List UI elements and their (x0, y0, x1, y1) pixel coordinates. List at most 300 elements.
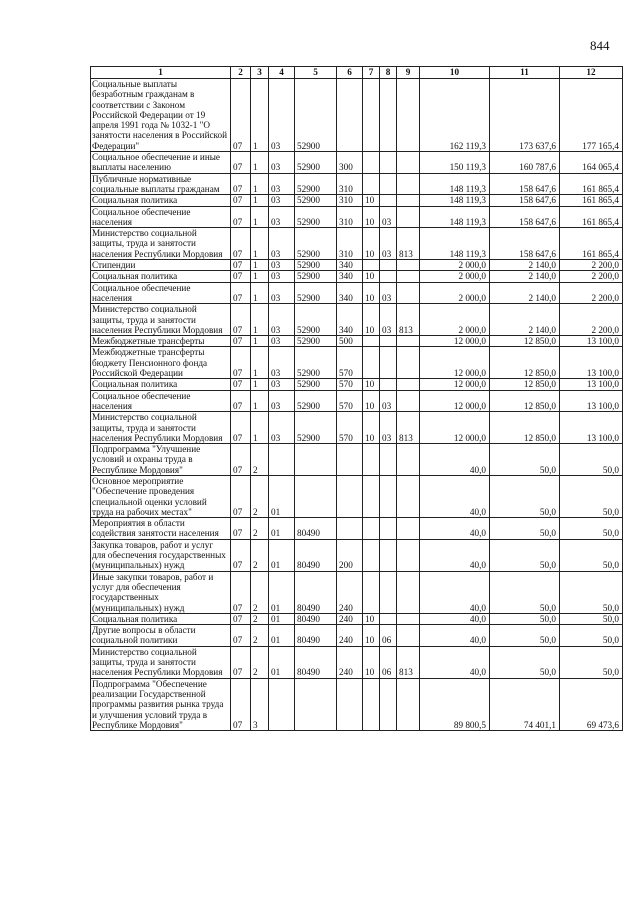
row-name: Социальная политика (91, 271, 231, 282)
row-name: Социальное обеспечение и иные выплаты населению (91, 152, 231, 174)
direction-code: 52900 (295, 206, 337, 228)
amount-3: 161 865,4 (560, 195, 623, 206)
amount-3: 50,0 (560, 571, 623, 613)
col-header-event: 4 (269, 67, 295, 79)
table-row (91, 390, 623, 412)
expense-type-code (337, 444, 363, 476)
event-code: 03 (269, 336, 295, 347)
subprogram-code: 1 (251, 260, 269, 271)
subsection-code (380, 518, 397, 540)
subprogram-code: 2 (251, 518, 269, 540)
subsection-code (380, 79, 397, 152)
subsection-code (380, 475, 397, 517)
event-code: 03 (269, 282, 295, 304)
subprogram-code: 1 (251, 228, 269, 260)
direction-code: 52900 (295, 195, 337, 206)
section-code: 10 (363, 271, 380, 282)
direction-code: 52900 (295, 152, 337, 174)
amount-3: 50,0 (560, 475, 623, 517)
subsection-code: 03 (380, 390, 397, 412)
subsection-code (380, 173, 397, 195)
direction-code: 52900 (295, 304, 337, 336)
direction-code: 80490 (295, 613, 337, 624)
amount-2: 160 787,6 (490, 152, 560, 174)
administrator-code: 813 (397, 412, 420, 444)
program-code: 07 (231, 412, 251, 444)
amount-1: 2 000,0 (420, 260, 490, 271)
subprogram-code: 2 (251, 613, 269, 624)
amount-3: 50,0 (560, 613, 623, 624)
section-code (363, 678, 380, 730)
amount-3: 2 200,0 (560, 260, 623, 271)
expense-type-code: 240 (337, 646, 363, 678)
expense-type-code: 300 (337, 152, 363, 174)
direction-code: 80490 (295, 539, 337, 571)
event-code: 03 (269, 390, 295, 412)
expense-type-code (337, 678, 363, 730)
event-code: 03 (269, 304, 295, 336)
amount-2: 2 140,0 (490, 271, 560, 282)
direction-code (295, 678, 337, 730)
program-code: 07 (231, 173, 251, 195)
subsection-code (380, 571, 397, 613)
direction-code: 52900 (295, 390, 337, 412)
amount-1: 40,0 (420, 475, 490, 517)
direction-code: 52900 (295, 79, 337, 152)
col-header-expense-type: 6 (337, 67, 363, 79)
amount-1: 12 000,0 (420, 390, 490, 412)
subsection-code: 03 (380, 282, 397, 304)
amount-3: 13 100,0 (560, 379, 623, 390)
subprogram-code: 1 (251, 304, 269, 336)
expense-type-code: 310 (337, 173, 363, 195)
table-row (91, 336, 623, 347)
administrator-code (397, 613, 420, 624)
program-code: 07 (231, 625, 251, 647)
amount-1: 12 000,0 (420, 379, 490, 390)
section-code (363, 79, 380, 152)
program-code: 07 (231, 336, 251, 347)
amount-1: 40,0 (420, 613, 490, 624)
expense-type-code: 570 (337, 390, 363, 412)
col-header-amount-1: 10 (420, 67, 490, 79)
row-name: Социальное обеспечение населения (91, 206, 231, 228)
administrator-code (397, 79, 420, 152)
amount-2: 50,0 (490, 571, 560, 613)
amount-1: 148 119,3 (420, 228, 490, 260)
subprogram-code: 1 (251, 195, 269, 206)
amount-3: 2 200,0 (560, 282, 623, 304)
subsection-code (380, 195, 397, 206)
event-code: 01 (269, 613, 295, 624)
table-row (91, 173, 623, 195)
amount-3: 69 473,6 (560, 678, 623, 730)
table-row (91, 625, 623, 647)
program-code: 07 (231, 678, 251, 730)
amount-2: 12 850,0 (490, 379, 560, 390)
table-row (91, 678, 623, 730)
amount-2: 12 850,0 (490, 390, 560, 412)
row-name: Министерство социальной защиты, труда и занятости населения Республики Мордовия (91, 304, 231, 336)
section-code (363, 260, 380, 271)
col-header-section: 7 (363, 67, 380, 79)
administrator-code (397, 282, 420, 304)
program-code: 07 (231, 390, 251, 412)
col-header-name: 1 (91, 67, 231, 79)
expense-type-code: 240 (337, 613, 363, 624)
expense-type-code: 340 (337, 304, 363, 336)
col-header-amount-3: 12 (560, 67, 623, 79)
subprogram-code: 1 (251, 347, 269, 379)
row-name: Мероприятия в области содействия занятости населения (91, 518, 231, 540)
subprogram-code: 1 (251, 379, 269, 390)
administrator-code (397, 390, 420, 412)
direction-code: 52900 (295, 347, 337, 379)
amount-1: 40,0 (420, 646, 490, 678)
event-code: 03 (269, 347, 295, 379)
subsection-code (380, 678, 397, 730)
subsection-code: 03 (380, 304, 397, 336)
page-number: 844 (590, 38, 610, 53)
amount-3: 164 065,4 (560, 152, 623, 174)
section-code (363, 152, 380, 174)
direction-code: 52900 (295, 173, 337, 195)
amount-1: 12 000,0 (420, 412, 490, 444)
amount-1: 2 000,0 (420, 271, 490, 282)
table-row (91, 271, 623, 282)
subprogram-code: 3 (251, 678, 269, 730)
program-code: 07 (231, 304, 251, 336)
expense-type-code: 310 (337, 206, 363, 228)
event-code: 01 (269, 475, 295, 517)
subsection-code (380, 347, 397, 379)
amount-2: 173 637,6 (490, 79, 560, 152)
row-name: Межбюджетные трансферты бюджету Пенсионного фонда Российской Федерации (91, 347, 231, 379)
direction-code: 52900 (295, 271, 337, 282)
direction-code: 80490 (295, 518, 337, 540)
row-name: Социальная политика (91, 195, 231, 206)
amount-2: 50,0 (490, 475, 560, 517)
section-code: 10 (363, 390, 380, 412)
row-name: Подпрограмма "Обеспечение реализации Государственной программы развития рынка труда и улучшения условий труда в Республике Мордовия" (91, 678, 231, 730)
subprogram-code: 1 (251, 206, 269, 228)
administrator-code (397, 152, 420, 174)
amount-1: 12 000,0 (420, 336, 490, 347)
amount-2: 2 140,0 (490, 260, 560, 271)
program-code: 07 (231, 271, 251, 282)
subprogram-code: 1 (251, 79, 269, 152)
program-code: 07 (231, 79, 251, 152)
administrator-code (397, 444, 420, 476)
amount-3: 177 165,4 (560, 79, 623, 152)
col-header-subprogram: 3 (251, 67, 269, 79)
amount-2: 158 647,6 (490, 206, 560, 228)
table-row (91, 613, 623, 624)
row-name: Социальная политика (91, 613, 231, 624)
table-body (91, 79, 623, 731)
amount-1: 162 119,3 (420, 79, 490, 152)
amount-3: 161 865,4 (560, 173, 623, 195)
subsection-code (380, 260, 397, 271)
table-row (91, 412, 623, 444)
event-code (269, 678, 295, 730)
expense-type-code: 340 (337, 282, 363, 304)
amount-3: 13 100,0 (560, 412, 623, 444)
section-code: 10 (363, 282, 380, 304)
expense-type-code: 570 (337, 379, 363, 390)
section-code: 10 (363, 412, 380, 444)
administrator-code (397, 475, 420, 517)
expense-type-code: 310 (337, 195, 363, 206)
subsection-code: 03 (380, 206, 397, 228)
expense-type-code: 570 (337, 347, 363, 379)
table-row (91, 444, 623, 476)
amount-2: 50,0 (490, 444, 560, 476)
row-name: Межбюджетные трансферты (91, 336, 231, 347)
row-name: Другие вопросы в области социальной политики (91, 625, 231, 647)
subprogram-code: 1 (251, 282, 269, 304)
direction-code: 52900 (295, 336, 337, 347)
amount-1: 89 800,5 (420, 678, 490, 730)
section-code: 10 (363, 646, 380, 678)
amount-1: 40,0 (420, 518, 490, 540)
col-header-subsection: 8 (380, 67, 397, 79)
row-name: Стипендии (91, 260, 231, 271)
section-code: 10 (363, 304, 380, 336)
expense-type-code (337, 475, 363, 517)
direction-code (295, 444, 337, 476)
program-code: 07 (231, 195, 251, 206)
event-code: 01 (269, 571, 295, 613)
row-name: Министерство социальной защиты, труда и занятости населения Республики Мордовия (91, 228, 231, 260)
amount-2: 158 647,6 (490, 228, 560, 260)
program-code: 07 (231, 539, 251, 571)
row-name: Министерство социальной защиты, труда и занятости населения Республики Мордовия (91, 412, 231, 444)
direction-code: 52900 (295, 260, 337, 271)
table-row (91, 571, 623, 613)
program-code: 07 (231, 347, 251, 379)
section-code (363, 347, 380, 379)
administrator-code (397, 678, 420, 730)
event-code: 01 (269, 539, 295, 571)
table-row (91, 304, 623, 336)
direction-code: 80490 (295, 625, 337, 647)
direction-code (295, 475, 337, 517)
table-row (91, 195, 623, 206)
expense-type-code: 570 (337, 412, 363, 444)
expense-type-code: 240 (337, 625, 363, 647)
row-name: Социальная политика (91, 379, 231, 390)
amount-3: 13 100,0 (560, 347, 623, 379)
administrator-code (397, 260, 420, 271)
table-row (91, 539, 623, 571)
amount-2: 50,0 (490, 518, 560, 540)
subsection-code (380, 271, 397, 282)
amount-3: 2 200,0 (560, 271, 623, 282)
event-code: 01 (269, 646, 295, 678)
amount-1: 40,0 (420, 625, 490, 647)
program-code: 07 (231, 613, 251, 624)
program-code: 07 (231, 206, 251, 228)
program-code: 07 (231, 228, 251, 260)
row-name: Подпрограмма "Улучшение условий и охраны труда в Республике Мордовия" (91, 444, 231, 476)
subprogram-code: 2 (251, 625, 269, 647)
amount-3: 50,0 (560, 518, 623, 540)
subprogram-code: 1 (251, 152, 269, 174)
amount-1: 148 119,3 (420, 195, 490, 206)
table-row (91, 475, 623, 517)
header-row (91, 67, 623, 79)
amount-3: 50,0 (560, 625, 623, 647)
administrator-code (397, 271, 420, 282)
event-code: 03 (269, 173, 295, 195)
section-code (363, 571, 380, 613)
section-code: 10 (363, 228, 380, 260)
table-row (91, 228, 623, 260)
event-code: 01 (269, 625, 295, 647)
amount-1: 2 000,0 (420, 304, 490, 336)
amount-2: 158 647,6 (490, 173, 560, 195)
administrator-code (397, 539, 420, 571)
row-name: Публичные нормативные социальные выплаты гражданам (91, 173, 231, 195)
section-code (363, 518, 380, 540)
direction-code: 52900 (295, 282, 337, 304)
subprogram-code: 1 (251, 173, 269, 195)
subsection-code (380, 539, 397, 571)
amount-2: 12 850,0 (490, 412, 560, 444)
section-code (363, 475, 380, 517)
amount-1: 148 119,3 (420, 173, 490, 195)
table-row (91, 206, 623, 228)
budget-table (90, 66, 623, 731)
section-code: 10 (363, 206, 380, 228)
event-code (269, 444, 295, 476)
expense-type-code: 340 (337, 260, 363, 271)
administrator-code (397, 206, 420, 228)
administrator-code (397, 518, 420, 540)
administrator-code (397, 379, 420, 390)
subprogram-code: 2 (251, 646, 269, 678)
amount-3: 50,0 (560, 646, 623, 678)
event-code: 03 (269, 206, 295, 228)
amount-1: 12 000,0 (420, 347, 490, 379)
program-code: 07 (231, 518, 251, 540)
administrator-code: 813 (397, 646, 420, 678)
section-code: 10 (363, 613, 380, 624)
table-row (91, 282, 623, 304)
subprogram-code: 2 (251, 444, 269, 476)
row-name: Закупка товаров, работ и услуг для обеспечения государственных (муниципальных) нужд (91, 539, 231, 571)
row-name: Социальное обеспечение населения (91, 390, 231, 412)
administrator-code (397, 336, 420, 347)
subsection-code (380, 444, 397, 476)
subprogram-code: 2 (251, 475, 269, 517)
subprogram-code: 1 (251, 271, 269, 282)
event-code: 03 (269, 228, 295, 260)
amount-1: 40,0 (420, 444, 490, 476)
program-code: 07 (231, 475, 251, 517)
expense-type-code (337, 518, 363, 540)
expense-type-code: 310 (337, 228, 363, 260)
amount-1: 2 000,0 (420, 282, 490, 304)
program-code: 07 (231, 571, 251, 613)
table-row (91, 79, 623, 152)
administrator-code (397, 173, 420, 195)
section-code (363, 539, 380, 571)
administrator-code (397, 625, 420, 647)
subprogram-code: 2 (251, 571, 269, 613)
col-header-direction: 5 (295, 67, 337, 79)
section-code (363, 444, 380, 476)
section-code (363, 173, 380, 195)
section-code: 10 (363, 625, 380, 647)
program-code: 07 (231, 444, 251, 476)
direction-code: 80490 (295, 571, 337, 613)
table-row (91, 347, 623, 379)
direction-code: 52900 (295, 379, 337, 390)
expense-type-code (337, 79, 363, 152)
amount-2: 158 647,6 (490, 195, 560, 206)
table-row (91, 260, 623, 271)
program-code: 07 (231, 260, 251, 271)
event-code: 03 (269, 152, 295, 174)
table-row (91, 152, 623, 174)
event-code: 03 (269, 271, 295, 282)
program-code: 07 (231, 282, 251, 304)
amount-1: 150 119,3 (420, 152, 490, 174)
amount-2: 2 140,0 (490, 282, 560, 304)
subsection-code (380, 613, 397, 624)
direction-code: 52900 (295, 412, 337, 444)
section-code: 10 (363, 195, 380, 206)
amount-1: 148 119,3 (420, 206, 490, 228)
amount-2: 12 850,0 (490, 336, 560, 347)
row-name: Социальное обеспечение населения (91, 282, 231, 304)
event-code: 03 (269, 260, 295, 271)
amount-1: 40,0 (420, 571, 490, 613)
subsection-code: 03 (380, 412, 397, 444)
subsection-code (380, 379, 397, 390)
amount-3: 50,0 (560, 444, 623, 476)
section-code: 10 (363, 379, 380, 390)
subsection-code: 06 (380, 646, 397, 678)
amount-3: 13 100,0 (560, 390, 623, 412)
subprogram-code: 2 (251, 539, 269, 571)
row-name: Социальные выплаты безработным гражданам в соответствии с Законом Российской Федерации от 19 апреля 1991 года № 1032-1 "О занятости населения в Российской Федерации" (91, 79, 231, 152)
subsection-code: 06 (380, 625, 397, 647)
subsection-code (380, 336, 397, 347)
amount-2: 50,0 (490, 625, 560, 647)
amount-2: 74 401,1 (490, 678, 560, 730)
direction-code: 80490 (295, 646, 337, 678)
table-row (91, 646, 623, 678)
event-code: 03 (269, 79, 295, 152)
amount-2: 12 850,0 (490, 347, 560, 379)
subprogram-code: 1 (251, 390, 269, 412)
amount-1: 40,0 (420, 539, 490, 571)
administrator-code: 813 (397, 304, 420, 336)
col-header-administrator: 9 (397, 67, 420, 79)
event-code: 03 (269, 379, 295, 390)
expense-type-code: 500 (337, 336, 363, 347)
row-name: Министерство социальной защиты, труда и занятости населения Республики Мордовия (91, 646, 231, 678)
subprogram-code: 1 (251, 412, 269, 444)
administrator-code (397, 195, 420, 206)
expense-type-code: 240 (337, 571, 363, 613)
amount-3: 50,0 (560, 539, 623, 571)
event-code: 03 (269, 195, 295, 206)
amount-2: 50,0 (490, 613, 560, 624)
